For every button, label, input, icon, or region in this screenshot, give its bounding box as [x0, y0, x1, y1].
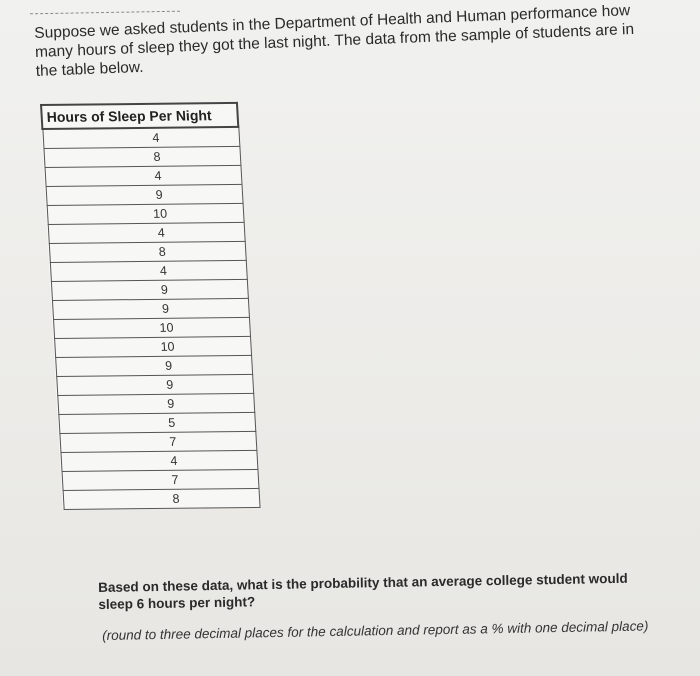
- table-row: [58, 412, 255, 433]
- table-row: [62, 469, 259, 490]
- table-cell-hours: 8: [43, 146, 240, 167]
- table-cell-hours: 4: [50, 260, 247, 281]
- table-row: [57, 393, 254, 414]
- column-header-hours-of-sleep: Hours of Sleep Per Night: [41, 103, 238, 129]
- table-cell-hours: 9: [46, 184, 243, 205]
- table-row: [53, 317, 250, 338]
- table-row: [46, 184, 243, 205]
- table-row: [51, 279, 248, 300]
- table-cell-hours: 9: [51, 279, 248, 300]
- cropped-header-line: [30, 11, 180, 15]
- table-cell-hours: 4: [48, 222, 245, 243]
- table-cell-hours: 8: [63, 488, 260, 509]
- table-row: [63, 488, 260, 509]
- table-row: [54, 336, 251, 357]
- table-cell-hours: 4: [60, 450, 257, 471]
- table-body: [42, 127, 259, 510]
- rounding-instruction: (round to three decimal places for the calculation and report as a % with one decimal place): [102, 617, 649, 643]
- table-cell-hours: 5: [58, 412, 255, 433]
- table-row: [52, 298, 249, 319]
- sleep-table-container: [40, 102, 261, 510]
- table-row: [55, 355, 252, 376]
- table-cell-hours: 4: [45, 165, 242, 186]
- table-row: [45, 165, 242, 186]
- table-row: [56, 374, 253, 395]
- table-header-row: [41, 103, 238, 129]
- table-cell-hours: 9: [55, 355, 252, 376]
- table-row: [47, 203, 244, 224]
- table-row: [49, 241, 246, 262]
- table-row: [60, 450, 257, 471]
- table-cell-hours: 9: [52, 298, 249, 319]
- table-row: [42, 127, 239, 149]
- table-cell-hours: 10: [53, 317, 250, 338]
- sleep-hours-table: [40, 102, 261, 510]
- table-cell-hours: 7: [59, 431, 256, 452]
- table-cell-hours: 9: [57, 393, 254, 414]
- table-row: [50, 260, 247, 281]
- table-cell-hours: 10: [54, 336, 251, 357]
- intro-paragraph: Suppose we asked students in the Department of Health and Human performance how many hours of sleep they got the last night. The data from the sample of students are in the table below.: [34, 2, 635, 80]
- table-cell-hours: 7: [62, 469, 259, 490]
- table-row: [59, 431, 256, 452]
- table-row: [48, 222, 245, 243]
- table-cell-hours: 4: [42, 127, 239, 149]
- table-row: [43, 146, 240, 167]
- table-cell-hours: 8: [49, 241, 246, 262]
- question-text: Based on these data, what is the probability that an average college student would sleep 6 hours per night?: [98, 570, 628, 612]
- table-cell-hours: 10: [47, 203, 244, 224]
- table-cell-hours: 9: [56, 374, 253, 395]
